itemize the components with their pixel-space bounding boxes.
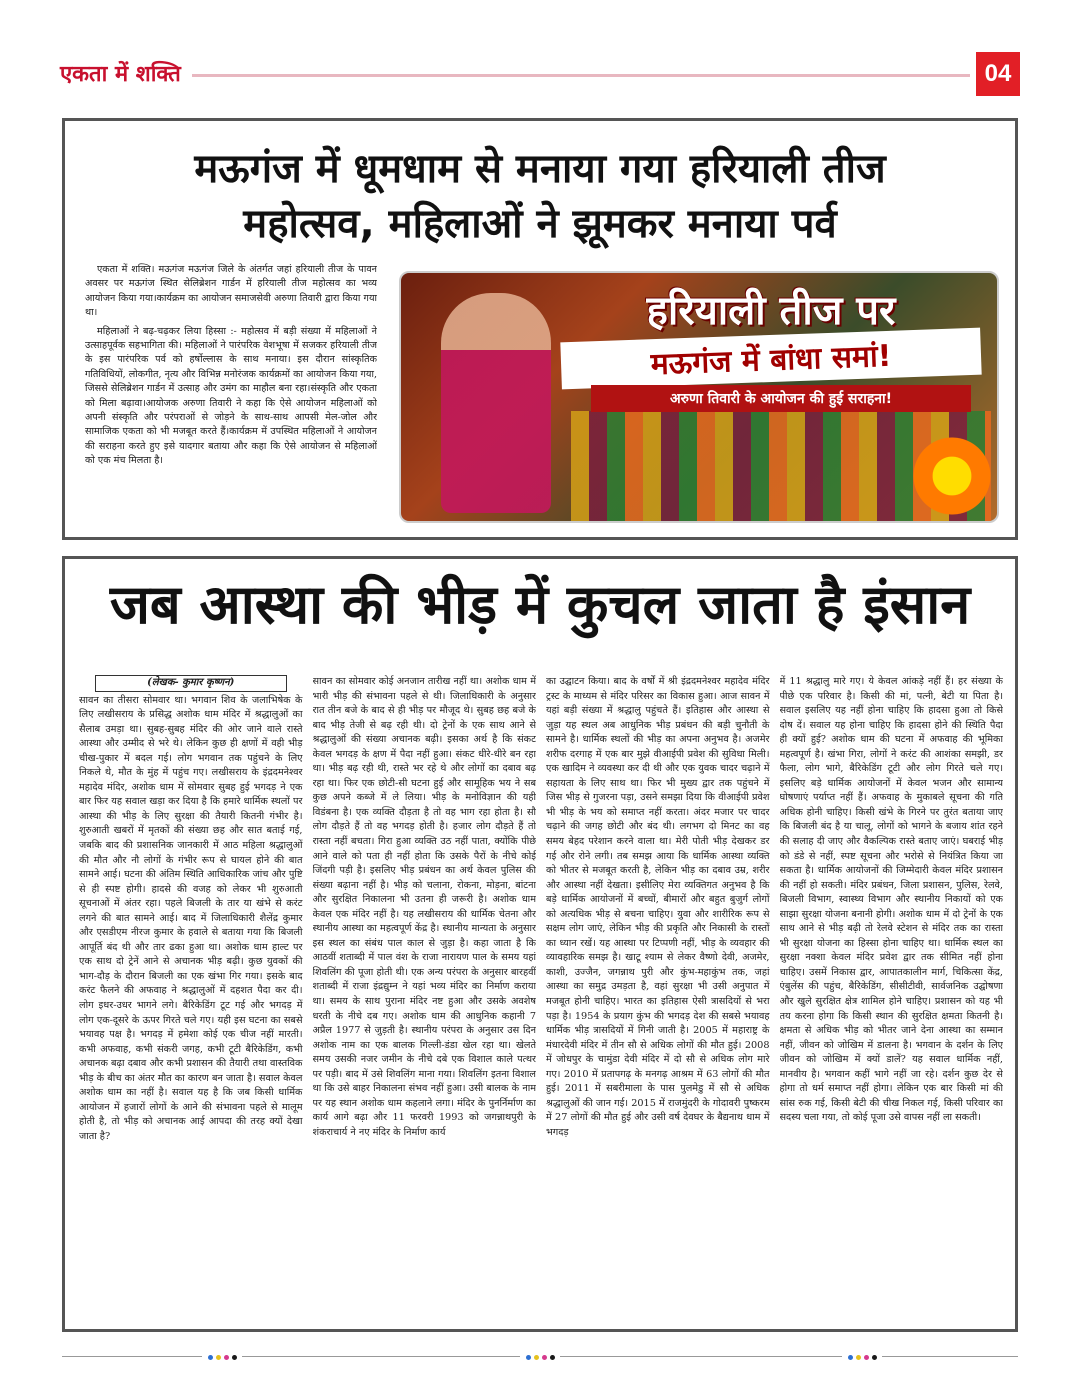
registration-dot xyxy=(526,1355,531,1360)
footer-rule xyxy=(62,1345,1018,1369)
registration-dot xyxy=(208,1355,213,1360)
article-column: का उद्घाटन किया। बाद के वर्षों में श्री इंद्रदमनेश्वर महादेव मंदिर ट्रस्ट के माध्यम से मंदिर परिसर का विकास हुआ। आज सावन में यहां बड़ी संख्या में श्रद्धालु पहुंचते हैं। इतिहास और आस्था से जुड़ा यह स्थल अब आधुनिक भीड़ प्रबंधन की बड़ी चुनौती के सामने है। धार्मिक स्थलों की भीड़ का अपना अनुभव है। अजमेर शरीफ दरगाह में एक बार मुझे वीआईपी प्रवेश की सुविधा मिली। एक खादिम ने व्यवस्था कर दी थी और एक युवक चादर चढ़ाने में सहायता के लिए साथ था। फिर भी मुख्य द्वार तक पहुंचने में जिस भीड़ से गुजरना पड़ा, उसने समझा दिया कि वीआईपी प्रवेश भी भीड़ के भय को समाप्त नहीं करता। अंदर मजार पर चादर चढ़ाने की जगह छोटी और बंद थी। लगभग दो मिनट का वह समय बेहद परेशान करने वाला था। मेरी पोती भीड़ देखकर डर गई और रोने लगी। तब समझ आया कि धार्मिक आस्था व्यक्ति को भीतर से मजबूत करती है, लेकिन भीड़ का दबाव उम्र, शरीर और आस्था नहीं देखता। इसीलिए मेरा व्यक्तिगत अनुभव है कि बड़े धार्मिक आयोजनों में बच्चों, बीमारों और बहुत बुजुर्ग लोगों को अत्यधिक भीड़ से बचना चाहिए। युवा और शारीरिक रूप से सक्षम लोग जाएं, लेकिन भीड़ की प्रकृति और निकासी के रास्तों का ध्यान रखें। यह आस्था पर टिप्पणी नहीं, भीड़ के व्यवहार की व्यावहारिक समझ है। खाटू श्याम से लेकर वैष्णो देवी, अजमेर, काशी, उज्जैन, जगन्नाथ पुरी और कुंभ-महाकुंभ तक, जहां आस्था का समुद्र उमड़ता है, वहां सुरक्षा भी उसी अनुपात में मजबूत होनी चाहिए। भारत का इतिहास ऐसी त्रासदियों से भरा पड़ा है। 1954 के प्रयाग कुंभ की भगदड़ देश की सबसे भयावह धार्मिक भीड़ त्रासदियों में गिनी जाती है। 2005 में महाराष्ट्र के मंधारदेवी मंदिर में तीन सौ से अधिक लोगों की मौत हुई। 2008 में जोधपुर के चामुंडा देवी मंदिर में दो सौ से अधिक लोग मारे गए। 2010 में प्रतापगढ़ के मनगढ़ आश्रम में 63 लोगों की मौत हुई। 2011 में सबरीमाला के पास पुलमेडु में सौ से अधिक श्रद्धालुओं की जान गई। 2015 में राजमुंदरी के गोदावरी पुष्करम में 27 लोगों की मौत हुई और उसी वर्ष देवघर के बैद्यनाथ धाम में भगदड़ xyxy=(546,676,770,1138)
story2-headline: जब आस्था की भीड़ में कुचल जाता है इंसान xyxy=(109,573,971,636)
registration-dot xyxy=(232,1355,237,1360)
registration-dot xyxy=(542,1355,547,1360)
masthead xyxy=(60,52,1020,100)
article-column-text: सावन का तीसरा सोमवार था। भगवान शिव के जलाभिषेक के लिए लखीसराय के प्रसिद्ध अशोक धाम मंदिर में श्रद्धालुओं का सैलाब उमड़ा था। सुबह-सुबह मंदिर की ओर जाने वाले रास्ते आस्था और उम्मीद से भरे थे। लेकिन कुछ ही क्षणों में वही भीड़ चीख-पुकार में बदल गई। लोग भगवान तक पहुंचने के लिए निकले थे, मौत के मुंह में पहुंच गए। लखीसराय के इंद्रदमनेश्वर महादेव मंदिर, अशोक धाम में सोमवार सुबह हुई भगदड़ ने एक बार फिर यह सवाल खड़ा कर दिया है कि हमारे धार्मिक स्थलों पर आस्था की भीड़ के लिए सुरक्षा की तैयारी कितनी गंभीर है। शुरुआती खबरों में मृतकों की संख्या छह और सात बताई गई, जबकि बाद की प्रशासनिक जानकारी में आठ महिला श्रद्धालुओं की मौत और नौ लोगों के गंभीर रूप से घायल होने की बात सामने आई। घटना की अंतिम स्थिति आधिकारिक जांच और पुष्टि से ही स्पष्ट होगी। हादसे की वजह को लेकर भी शुरुआती सूचनाओं में अंतर रहा। पहले बिजली के तार या खंभे से करंट लगने की बात सामने आई। बाद में जिलाधिकारी शैलेंद्र कुमार और एसडीएम नीरज कुमार के हवाले से बताया गया कि बिजली आपूर्ति बंद थी और तार ढका हुआ था। अशोक धाम हाल्ट पर एक साथ दो ट्रेनें आने से अचानक भीड़ बढ़ी। कुछ युवकों की भाग-दौड़ के दौरान बिजली का एक खंभा गिर गया। इसके बाद करंट फैलने की अफवाह ने श्रद्धालुओं में दहशत पैदा कर दी। लोग इधर-उधर भागने लगे। बैरिकेडिंग टूट गई और भगदड़ में लोग एक-दूसरे के ऊपर गिरते चले गए। यही इस घटना का सबसे भयावह पक्ष है। भगदड़ में हमेशा कोई एक चीज नहीं मारती। कभी अफवाह, कभी संकरी जगह, कभी टूटी बैरिकेडिंग, कभी अचानक बढ़ा दबाव और कभी प्रशासन की तैयारी तथा वास्तविक भीड़ के बीच का अंतर मौत का कारण बन जाता है। सवाल केवल अशोक धाम का नहीं है। सवाल यह है कि जब किसी धार्मिक आयोजन में हजारों लोगों के आने की संभावना पहले से मालूम होती है, तो भीड़ को अचानक आई आपदा की तरह क्यों देखा जाता है? xyxy=(79,694,303,1142)
starburst-graphic xyxy=(907,431,997,521)
story2-columns xyxy=(79,675,1003,1327)
page-number: 04 xyxy=(976,52,1020,96)
article-column xyxy=(79,675,303,1327)
story1-headline-line2: महोत्सव, महिलाओं ने झूमकर मनाया पर्व xyxy=(243,201,837,247)
story1-headline-line1: मऊगंज में धूमधाम से मनाया गया हरियाली तीज xyxy=(194,146,886,192)
registration-dot xyxy=(856,1355,861,1360)
story-box-stampede-article xyxy=(62,556,1018,1332)
registration-dot xyxy=(864,1355,869,1360)
registration-dot xyxy=(216,1355,221,1360)
registration-dots xyxy=(520,1351,560,1363)
story1-paragraph: महिलाओं ने बढ़-चढ़कर लिया हिस्सा :- महोत्सव में बड़ी संख्या में महिलाओं ने उत्साहपूर्वक सहभागिता की। महिलाओं ने पारंपरिक वेशभूषा में सजकर हरियाली तीज के इस पारंपरिक पर्व को हर्षोल्लास के साथ मनाया। इस दौरान सांस्कृतिक गतिविधियों, लोकगीत, नृत्य और विभिन्न मनोरंजक कार्यक्रमों का आयोजन किया गया, जिससे सेलिब्रेशन गार्डन में उत्साह और उमंग का माहौल बना रहा।संस्कृति और एकता को मिला बढ़ावा।आयोजक अरुणा तिवारी ने कहा कि ऐसे आयोजन महिलाओं को अपनी संस्कृति और परंपराओं से जोड़ने के साथ-साथ आपसी मेल-जोल और सामाजिक एकता को भी मजबूत करते हैं।कार्यक्रम में उपस्थित महिलाओं ने आयोजन की सराहना करते हुए इसे यादगार बताया और कहा कि ऐसे आयोजन से महिलाओं को एक मंच मिलता है। xyxy=(85,325,377,467)
registration-dot xyxy=(224,1355,229,1360)
photo-banner-caption: अरुणा तिवारी के आयोजन की हुई सराहना! xyxy=(591,385,971,412)
story-box-hariyali-teej xyxy=(62,118,1018,540)
article-column: सावन का सोमवार कोई अनजान तारीख नहीं था। अशोक धाम में भारी भीड़ की संभावना पहले से थी। जिलाधिकारी के अनुसार रात तीन बजे के बाद से ही भीड़ पर मौजूद थे। सुबह छह बजे के बाद भीड़ तेजी से बढ़ रही थी। दो ट्रेनों के एक साथ आने से श्रद्धालुओं की संख्या अचानक बढ़ी। इसका अर्थ है कि संकट केवल भगदड़ के क्षण में पैदा नहीं हुआ। संकट धीरे-धीरे बन रहा था। भीड़ बढ़ रही थी, रास्ते भर रहे थे और लोगों का दबाव बढ़ रहा था। फिर एक छोटी-सी घटना हुई और सामूहिक भय ने सब कुछ अपने कब्जे में ले लिया। भीड़ के मनोविज्ञान की यही विडंबना है। एक व्यक्ति दौड़ता है तो वह भाग रहा होता है। सौ लोग दौड़ते हैं तो वह भगदड़ होती है। हजार लोग दौड़ते हैं तो रास्ता नहीं बचता। गिरा हुआ व्यक्ति उठ नहीं पाता, क्योंकि पीछे आने वाले को पता ही नहीं होता कि उसके पैरों के नीचे कोई जिंदगी पड़ी है। इसलिए भीड़ प्रबंधन का अर्थ केवल पुलिस की संख्या बढ़ाना नहीं है। भीड़ को चलाना, रोकना, मोड़ना, बांटना और सुरक्षित निकालना भी उतना ही जरूरी है। अशोक धाम केवल एक मंदिर नहीं है। यह लखीसराय की धार्मिक चेतना और स्थानीय आस्था का महत्वपूर्ण केंद्र है। स्थानीय मान्यता के अनुसार इस स्थल का संबंध पाल काल से जुड़ा है। कहा जाता है कि आठवीं शताब्दी में पाल वंश के राजा नारायण पाल के समय यहां शिवलिंग की पूजा होती थी। एक अन्य परंपरा के अनुसार बारहवीं शताब्दी में राजा इंद्रद्युम्न ने यहां भव्य मंदिर का निर्माण कराया था। समय के साथ पुराना मंदिर नष्ट हुआ और उसके अवशेष धरती के नीचे दब गए। अशोक धाम की आधुनिक कहानी 7 अप्रैल 1977 से जुड़ती है। स्थानीय परंपरा के अनुसार उस दिन अशोक नाम का एक बालक गिल्ली-डंडा खेल रहा था। खेलते समय उसकी नजर जमीन के नीचे दबे एक विशाल काले पत्थर पर पड़ी। बाद में उसे शिवलिंग माना गया। शिवलिंग इतना विशाल था कि उसे बाहर निकालना संभव नहीं हुआ। उसी बालक के नाम पर यह स्थान अशोक धाम कहलाने लगा। मंदिर के पुनर्निर्माण का कार्य आगे बढ़ा और 11 फरवरी 1993 को जगन्नाथपुरी के शंकराचार्य ने नए मंदिर के निर्माण कार्य xyxy=(312,676,536,1138)
photo-banner-subtitle: मऊगंज में बांधा समां! xyxy=(560,328,981,390)
masthead-divider xyxy=(192,74,970,77)
masthead-title: एकता में शक्ति xyxy=(60,61,181,87)
story1-body xyxy=(85,263,377,533)
speaker-figure xyxy=(441,293,551,513)
registration-dots xyxy=(842,1351,882,1363)
registration-dot xyxy=(848,1355,853,1360)
byline: (लेखक- कुमार कृष्णन) xyxy=(95,675,287,692)
registration-dot xyxy=(534,1355,539,1360)
registration-dots xyxy=(202,1351,242,1363)
registration-dot xyxy=(872,1355,877,1360)
registration-dot xyxy=(550,1355,555,1360)
story1-photo xyxy=(399,271,999,523)
story1-paragraph: एकता में शक्ति। मऊगंज मऊगंज जिले के अंतर्गत जहां हरियाली तीज के पावन अवसर पर मऊगंज स्थित सेलिब्रेशन गार्डन में हरियाली तीज महोत्सव का भव्य आयोजन किया गया।कार्यक्रम का आयोजन समाजसेवी अरुणा तिवारी द्वारा किया गया था। xyxy=(85,264,377,319)
photo-banner-title: हरियाली तीज पर xyxy=(646,288,896,334)
article-column: में 11 श्रद्धालु मारे गए। ये केवल आंकड़े नहीं हैं। हर संख्या के पीछे एक परिवार है। किसी की मां, पत्नी, बेटी या पिता है। सवाल इसलिए यह नहीं होना चाहिए कि हादसा हुआ तो किसे दोष दें। सवाल यह होना चाहिए कि हादसा होने की स्थिति पैदा ही क्यों हुई? अशोक धाम की घटना में अफवाह की भूमिका महत्वपूर्ण है। खंभा गिरा, लोगों ने करंट की आशंका समझी, डर फैला, लोग भागे, बैरिकेडिंग टूटी और लोग गिरते चले गए। इसलिए बड़े धार्मिक आयोजनों में केवल भजन और सामान्य घोषणाएं पर्याप्त नहीं हैं। अफवाह के मुकाबले सूचना की गति अधिक होनी चाहिए। किसी खंभे के गिरने पर तुरंत बताया जाए कि बिजली बंद है या चालू, लोगों को भागने के बजाय शांत रहने की सलाह दी जाए और वैकल्पिक रास्ते बताए जाएं। घबराई भीड़ को डंडे से नहीं, स्पष्ट सूचना और भरोसे से नियंत्रित किया जा सकता है। धार्मिक आयोजनों की जिम्मेदारी केवल मंदिर प्रशासन की नहीं हो सकती। मंदिर प्रबंधन, जिला प्रशासन, पुलिस, रेलवे, बिजली विभाग, स्वास्थ्य विभाग और स्थानीय निकायों को एक साझा सुरक्षा योजना बनानी होगी। अशोक धाम में दो ट्रेनों के एक साथ आने से भीड़ बढ़ी तो रेलवे स्टेशन से मंदिर तक का रास्ता भी सुरक्षा योजना का हिस्सा होना चाहिए था। धार्मिक स्थल का सुरक्षा नक्शा केवल मंदिर प्रवेश द्वार तक सीमित नहीं होना चाहिए। उसमें निकास द्वार, आपातकालीन मार्ग, चिकित्सा केंद्र, एंबुलेंस की पहुंच, बैरिकेडिंग, सीसीटीवी, सार्वजनिक उद्घोषणा और खुले सुरक्षित क्षेत्र शामिल होने चाहिए। प्रशासन को यह भी तय करना होगा कि किसी स्थान की सुरक्षित क्षमता कितनी है। क्षमता से अधिक भीड़ को भीतर जाने देना आस्था का सम्मान नहीं, जीवन को जोखिम में डालना है। भगवान के दर्शन के लिए जीवन को जोखिम में क्यों डालें? यह सवाल धार्मिक नहीं, मानवीय है। भगवान कहीं भागे नहीं जा रहे। दर्शन कुछ देर से होगा तो धर्म समाप्त नहीं होगा। लेकिन एक बार किसी मां की सांस रुक गई, किसी बेटी की चीख निकल गई, किसी परिवार का सदस्य चला गया, तो कोई पूजा उसे वापस नहीं ला सकती। xyxy=(779,676,1003,1124)
